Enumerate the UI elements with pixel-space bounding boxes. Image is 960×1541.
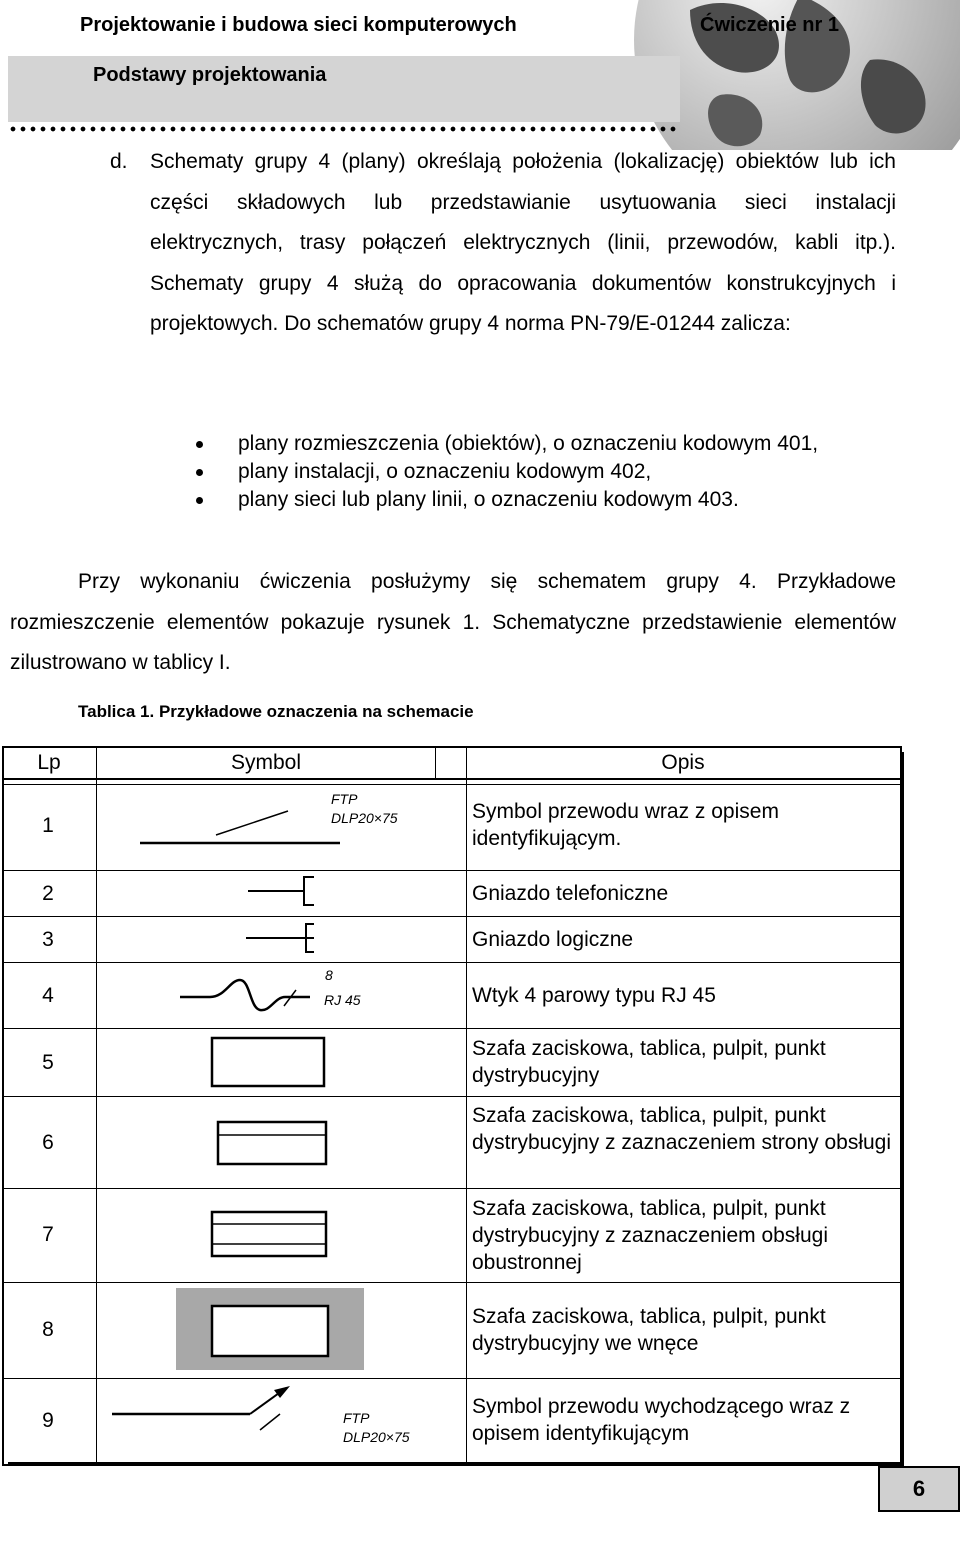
cable-symbol: [100, 784, 464, 870]
ftp-label: FTP: [343, 1410, 370, 1426]
row-lp: 5: [42, 1051, 54, 1074]
outgoing-cable-symbol: [100, 1378, 464, 1462]
row-lp: 2: [42, 882, 54, 905]
row-lp: 1: [42, 814, 54, 837]
header-symbol: Symbol: [230, 751, 302, 774]
section-d-text: Schematy grupy 4 (plany) określają położenia (lokalizację) obiektów lub ich części składowych lub przedstawianie usytuowania sieci instalacji elektrycznych, trasy połączeń elektrycznych (linii, przewodów, kabli itp.). Schematy grupy 4 służą do opracowania dokumentów konstrukcyjnych i projektowych. Do schematów grupy 4 norma PN-79/E-01244 zalicza:: [150, 150, 896, 335]
row-opis: Symbol przewodu wychodzącego wraz z opisem identyfikującym: [472, 1395, 851, 1445]
header-opis: Opis: [661, 751, 705, 774]
distribution-cabinet-symbol: [100, 1028, 464, 1096]
bullet-item: plany instalacji, o oznaczeniu kodowym 402,: [190, 458, 896, 486]
row-opis: Wtyk 4 parowy typu RJ 45: [472, 984, 716, 1007]
data-socket-symbol: [100, 916, 464, 962]
row-opis: Gniazdo telefoniczne: [472, 882, 669, 905]
page-number: 6: [912, 1476, 926, 1501]
bullet-list: [190, 430, 896, 514]
count-label: 8: [325, 967, 333, 983]
header-lp: Lp: [37, 751, 61, 774]
row-opis: Szafa zaciskowa, tablica, pulpit, punkt dystrybucyjny we wnęce: [472, 1305, 826, 1355]
exercise-number: Ćwiczenie nr 1: [700, 14, 839, 36]
row-lp: 9: [42, 1409, 54, 1432]
dlp-label: DLP20×75: [331, 810, 398, 826]
cabinet-service-side-symbol: [100, 1096, 464, 1188]
bullet-item: plany rozmieszczenia (obiektów), o oznaczeniu kodowym 401,: [190, 430, 896, 458]
page-number-box: [878, 1466, 960, 1512]
table-caption: Tablica 1. Przykładowe oznaczenia na schemacie: [78, 702, 474, 721]
row-lp: 6: [42, 1131, 54, 1154]
rj45-plug-symbol: [100, 962, 464, 1028]
row-lp: 3: [42, 928, 54, 951]
telephone-socket-symbol: [100, 870, 464, 916]
row-lp: 8: [42, 1318, 54, 1341]
cabinet-double-service-symbol: [100, 1188, 464, 1282]
row-opis: Symbol przewodu wraz z opisem identyfikującym.: [472, 800, 779, 850]
intro-paragraph: Przy wykonaniu ćwiczenia posłużymy się schematem grupy 4. Przykładowe rozmieszczenie elementów pokazuje rysunek 1. Schematyczne przedstawienie elementów zilustrowano w tablicy I.: [10, 570, 896, 674]
symbols-table: [0, 744, 904, 1466]
list-marker: d.: [110, 150, 128, 173]
dlp-label: DLP20×75: [343, 1429, 410, 1445]
row-opis: Szafa zaciskowa, tablica, pulpit, punkt dystrybucyjny: [472, 1037, 826, 1087]
row-lp: 4: [42, 984, 54, 1007]
bullet-item: plany sieci lub plany linii, o oznaczeniu kodowym 403.: [190, 486, 896, 514]
rj45-label: RJ 45: [324, 992, 361, 1008]
section-d: [110, 142, 896, 345]
row-lp: 7: [42, 1223, 54, 1246]
row-opis: Szafa zaciskowa, tablica, pulpit, punkt dystrybucyjny z zaznaczeniem obsługi obustronnej: [472, 1197, 828, 1274]
dotted-divider: [8, 126, 680, 132]
ftp-label: FTP: [331, 791, 358, 807]
course-title: Projektowanie i budowa sieci komputerowych: [80, 14, 517, 36]
row-opis: Gniazdo logiczne: [472, 928, 634, 951]
recessed-cabinet-symbol: [100, 1282, 464, 1378]
row-opis: Szafa zaciskowa, tablica, pulpit, punkt dystrybucyjny z zaznaczeniem strony obsługi: [472, 1104, 892, 1154]
section-subtitle: Podstawy projektowania: [93, 64, 327, 86]
